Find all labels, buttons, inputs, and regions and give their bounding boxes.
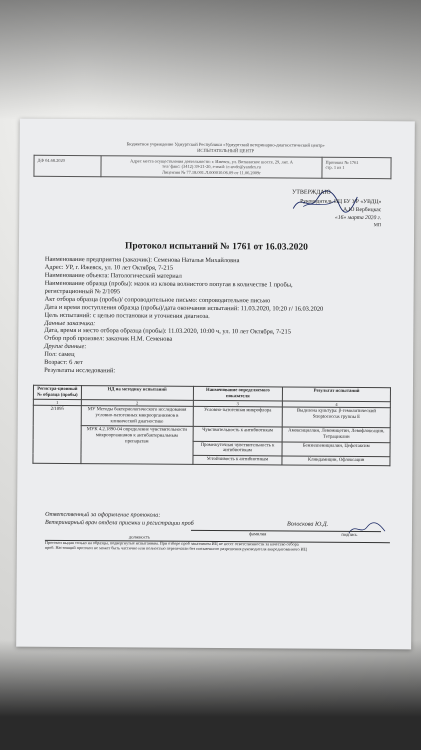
signature-captions (249, 531, 399, 538)
sampler-line: Отбор проб произвел: заказчик Н.М. Семенова (44, 335, 173, 344)
sample-reg-no: 2/1095 (33, 406, 81, 464)
contact-line: тел/ факс: (3412) 39-21-20, e-mail: ic-uvdc@yandex.ru (162, 163, 261, 170)
sampling-line: Дата, время и место отбора образца (пробы): 11.03.2020, 10:00 ч, ул. 10 лет Октября, 7-215 (44, 327, 291, 336)
caption-position: должность (128, 534, 151, 540)
protocol-body (44, 256, 395, 378)
result-cell: Выделена культура: β-гемолитический Streptococcus группы E (282, 407, 390, 428)
sample-line: Наименование образца (пробы): мазок из клюва волнистого попугая в количестве 1 пробы, (44, 279, 293, 289)
method-cell: МУК 4.2.1890-04 определение чувствительности микроорганизмов к антибактериальным препаратам (81, 426, 193, 464)
approval-year: 2020 г. (365, 214, 382, 222)
protocol-number-cell (322, 157, 391, 179)
col-number: 3 (193, 400, 283, 407)
approval-block (241, 188, 381, 229)
address-line: Адрес: УР, г. Ижевск, ул. 10 лет Октября, 7-215 (44, 263, 174, 272)
sex-line: Пол: самец (44, 351, 75, 359)
approval-date: «16» марта 2020 г. (335, 214, 382, 222)
col-number: 2 (81, 400, 193, 407)
footer-line-2: проб. Настоящий протокол не может быть частично или полностью перепечатан без письменного разрешения руководителя аккредитованного ИЦ (44, 545, 307, 552)
approval-title: УТВЕРЖДАЮ (291, 189, 331, 196)
center-name: ИСПЫТАТЕЛЬНЫЙ ЦЕНТР (197, 147, 255, 153)
results-heading: Результаты исследований: (44, 366, 116, 375)
address-line: Адрес места осуществления деятельности: г. Ижевск, ул. Воткинское шоссе, 29, лит. А (130, 158, 293, 165)
table-row (33, 425, 390, 442)
col-number: 1 (33, 399, 81, 406)
caption-signature: подпись (341, 531, 358, 537)
protocol-number: Протокол № 1761 (325, 159, 359, 165)
document-header-table (33, 155, 391, 180)
act-line: Акт отбора образца (пробы)/ сопроводительное письмо: сопроводительное письмо (44, 295, 271, 305)
purpose-line: Цель испытаний: с целью постановки и уточнения диагноза. (44, 311, 210, 320)
seal-mark: МП (373, 222, 382, 228)
indicator-cell: Устойчивость к антибиотикам (192, 455, 282, 464)
col-header-result: Результат испытаний (283, 387, 391, 402)
address-block (101, 156, 322, 179)
col-header-reg: Регистра-ционный № образца (пробы) (33, 385, 81, 399)
responsible-block (45, 512, 194, 529)
col-header-indicator: Наименование определяемого показателя (193, 386, 283, 401)
customer-data-heading: Данные заказчика: (44, 319, 96, 327)
indicator-cell: Чувствительность к антибиотикам (193, 427, 283, 442)
bottom-shadow (0, 640, 421, 750)
responsible-post: Ветеринарный врач отдела приемки и регистрации проб (45, 519, 194, 527)
method-cell: МУ Методы бактериологического исследования условно-патогенных микроорганизмов в клинической диагностике (81, 406, 193, 427)
protocol-title: Протокол испытаний № 1761 от 16.03.2020 (124, 241, 308, 253)
customer-line: Наименование предприятия (заказчик): Семенова Наталья Михайловна (44, 255, 240, 265)
result-cell: Клиндамицин, Офлоксацин (282, 456, 390, 465)
sample-reg-line: регистрационный № 2/1095 (44, 287, 121, 296)
indicator-cell: Промежуточная чувствительность к антибиотикам (193, 441, 283, 456)
protocol-sheet (16, 119, 415, 650)
footer-line-1: Протокол выдан только на образцы, подвергнутые испытаниям. При отборе проб заказчиком ИЦ не несет ответственности за качество отбора (44, 539, 299, 547)
approver-position: Руководитель ИЦ БУ УР «УВДЦ» (300, 198, 382, 205)
license-line: Лицензия № 77.18.001.Л.000010.06.09 от 11.06.2009г (161, 169, 261, 176)
top-shadow (0, 0, 421, 120)
dates-line: Дата и время поступления образца (пробы)/дата окончания испытаний: 11.03.2020, 10:20 г/ 16.03.2020 (44, 303, 324, 313)
indicator-cell: Условно-патогенная микрофлора (193, 407, 283, 428)
result-cell: Бензилпенициллин, Цефотаксим (282, 442, 390, 457)
age-line: Возраст: 6 лет (44, 358, 83, 367)
col-number: 4 (283, 401, 391, 408)
footer-note (45, 540, 390, 553)
object-line: Наименование объекта: Патологический материал (44, 271, 182, 280)
results-table (32, 385, 391, 466)
organization-name: Бюджетное учреждение Удмуртской Республики «Удмуртский ветеринарно-диагностический центр» (126, 141, 325, 148)
approver-name: А.Ю Вербицкас (343, 206, 382, 213)
col-header-method: НД на методику испытаний (81, 386, 193, 401)
organization-header (90, 141, 362, 154)
other-data-heading: Другие данные: (44, 343, 87, 351)
result-cell: Амоксициллин, Левомицетин, Левофлоксацин, Тетрациклин (282, 427, 390, 442)
approval-day: 16 (337, 214, 344, 221)
table-row (33, 406, 390, 428)
responsible-name: Волоскова Ю.Д. (286, 521, 329, 528)
caption-surname: фамилия (248, 531, 267, 537)
approval-month: марта (347, 214, 364, 221)
responsible-label: Ответственный за оформление протокола: (45, 511, 161, 519)
doc-code: ДФ 04.68.2020 (34, 155, 101, 177)
page-count: стр. 1 из 1 (325, 165, 345, 171)
